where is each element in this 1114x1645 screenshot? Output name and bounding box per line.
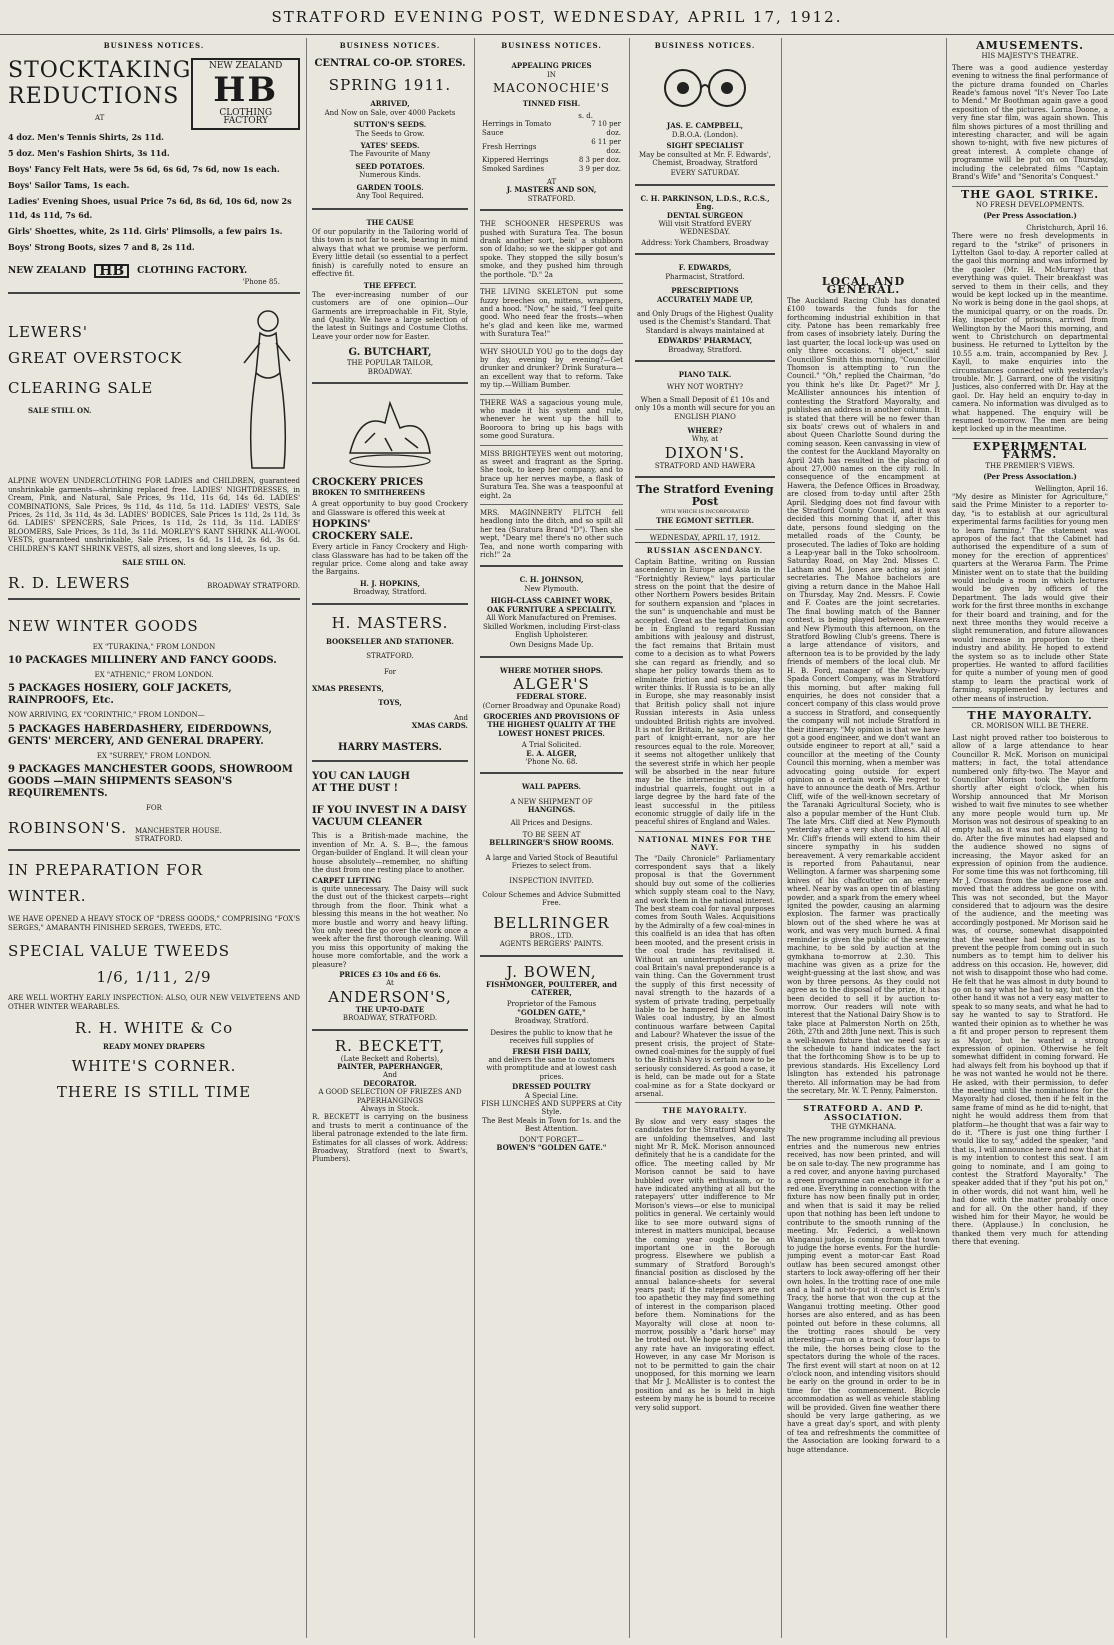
ad-line: 4 doz. Men's Tennis Shirts, 2s 11d.: [8, 131, 164, 142]
edwards-ad: [635, 261, 775, 362]
ad-text: THE UP-TO-DATE: [355, 1004, 425, 1014]
ad-text: (Corner Broadway and Opunake Road): [482, 701, 621, 710]
ad-body: and delivers the same to customers with promptitude and at lowest cash prices.: [486, 1055, 617, 1081]
divider: [480, 343, 623, 344]
ad-body: and Only Drugs of the Highest Quality used is the Chemist's Standard. That Standard is always maintained at: [636, 309, 774, 335]
ad-text: 5 PACKAGES HOSIERY, GOLF JACKETS, RAINPROOFS, Etc.: [8, 683, 232, 707]
ad-text: BOWEN'S "GOLDEN GATE.": [496, 1142, 607, 1152]
ad-text: 'Phone No. 68.: [525, 757, 578, 766]
ad-text: ACCURATELY MADE UP,: [657, 294, 753, 304]
ad-title: WHITE'S CORNER.: [71, 1057, 237, 1076]
price-units: s. d.: [578, 111, 593, 120]
ad-text: EX "SURREY," FROM LONDON.: [96, 751, 212, 760]
ad-title: THERE IS STILL TIME: [56, 1083, 252, 1102]
ad-title: R. D. LEWERS: [8, 573, 131, 592]
ad-text: IN: [547, 70, 556, 79]
ad-text: XMAS CARDS.: [411, 721, 468, 731]
article-heading: RUSSIAN ASCENDANCY.: [646, 546, 764, 556]
divider: [480, 504, 623, 505]
ad-body: All Work Manufactured on Premises. Skilled Workmen, including First-class English Upholsterer.: [483, 614, 620, 639]
ad-title: WALL PAPERS.: [522, 782, 581, 792]
column-1: [8, 38, 300, 1638]
article-dateline: Christchurch, April 16.: [1026, 223, 1108, 232]
ad-title: HARRY MASTERS.: [338, 742, 442, 754]
ad-text: GARDEN TOOLS.: [356, 182, 424, 192]
article-heading: NATIONAL MINES FOR THE NAVY.: [638, 834, 772, 853]
suratura-ads: [480, 217, 623, 567]
article-subheading: NO FRESH DEVELOPMENTS.: [975, 200, 1085, 209]
paper-date: WEDNESDAY, APRIL 17, 1912.: [649, 534, 761, 542]
ad-text: BROKEN TO SMITHEREENS: [312, 487, 426, 497]
ad-text: DON'T FORGET—: [519, 1135, 584, 1144]
article-body: The "Daily Chronicle" Parliamentary correspondent says that a likely proposal is that the Government should buy out some of the collieries which supply steam coal to the Navy, and work them in the national interest. The best steam coal for naval purposes comes from South Wales. Acquisitions by the Admiralty of a few coal-mines in this coalfield is an idea that has often been mooted, and the present crisis in the coal trade has revitalised it. Without an uninterrupted supply of coal Britain's naval preponderance is a vain thing. Can the Government trust the supply of this first necessity of naval strength to the hazards of a system of private trading, perpetually liable to be hampered like the South Wales coal industry, by an almost continuous warfare between Capital and Labour? Whatever the issue of the present crisis, the project of State-owned coal-mines for the supply of fuel to the British Navy is certain now to be seriously considered. As good a case, it is held, can be made out for a State coal-mine as for a State dockyard or arsenal.: [635, 854, 775, 1098]
ad-text: WHERE?: [687, 425, 723, 435]
ad-title: STOCKTAKING: [8, 58, 192, 84]
ad-title: GREAT OVERSTOCK: [8, 349, 183, 368]
ad-text: BOOKSELLER AND STATIONER.: [326, 636, 454, 646]
ad-title: ALGER'S: [513, 675, 590, 694]
ad-text: SIGHT SPECIALIST: [666, 141, 744, 151]
ad-title: BELLRINGER: [493, 913, 610, 932]
ad-text: READY MONEY DRAPERS: [103, 1041, 205, 1051]
divider: [480, 283, 623, 284]
section-header: BUSINESS NOTICES.: [339, 41, 441, 50]
ad-text: HANGINGS.: [527, 805, 576, 815]
ad-title: APPEALING PRICES: [511, 61, 592, 71]
johnson-ad: [480, 573, 623, 657]
coop-ad: [312, 55, 468, 210]
maconochie-ad: [480, 55, 623, 211]
ad-body: THE SCHOONER HESPERUS was pushed with Suratura Tea. The bosun drank another sort, bein' a stubborn son of Idaho; so we the skipper got and spoke. They stopped the silly bosun's smoke, and they pushed him through the porthole. "D." 2a: [480, 220, 623, 279]
ad-body: WHY SHOULD YOU go to the dogs day by day, evening by evening?—Get drunker and drunker? Drink Suratura—an excellent way that to reform. Take my tip.—William Bumber.: [480, 347, 623, 390]
section-header: BUSINESS NOTICES.: [654, 41, 756, 50]
section-header: BUSINESS NOTICES.: [501, 41, 602, 50]
ad-text: D.B.O.A. (London).: [671, 130, 739, 139]
ad-body: is quite unnecessary. The Daisy will suck the dust out of the thickest carpets—right through from the floor. Think what a blessing this means in the hot weather. No more bustle and worry and heavy lifting. You only need the go over the work once a week after the first thorough cleaning. Will you miss this opportunity of making the house more comfortable, and the work a pleasure?: [312, 884, 468, 969]
bellringer-ad: [480, 780, 623, 956]
ad-text: STRATFORD.: [366, 652, 414, 661]
ad-text: FEDERAL STORE.: [516, 692, 587, 702]
ad-text: Colour Schemes and Advice Submitted Free.: [482, 891, 621, 908]
ad-text: STRATFORD AND HAWERA: [654, 461, 756, 470]
ad-text: EVERY SATURDAY.: [670, 169, 740, 178]
ad-heading: THE EFFECT.: [363, 281, 417, 291]
ad-text: ARRIVED,: [370, 99, 410, 109]
ad-text: FRESH FISH DAILY,: [512, 1046, 591, 1056]
ad-text: EX "ATHENIC," FROM LONDON.: [94, 670, 214, 679]
ad-title: J. BOWEN,: [506, 962, 597, 981]
column-5: [787, 38, 940, 1638]
article-subheading: THE GYMKHANA.: [830, 1123, 897, 1132]
ad-title: CROCKERY PRICES: [312, 476, 424, 488]
masters-ad: [312, 611, 468, 763]
table-row: [480, 120, 623, 138]
ad-body: MISS BRIGHTEYES went out motoring, as sweet and fragrant as the Spring. She took, to keep her company, and to brace up her nerves maybe, a flask of Suratura Tea. She was a teaspoonful at eight. 2a: [480, 449, 623, 500]
ad-title: DIXON'S.: [664, 443, 746, 462]
table-cell: Fresh Herrings: [482, 142, 537, 151]
column-3: [480, 38, 623, 1638]
divider: [952, 707, 1108, 708]
ad-text: At: [386, 979, 394, 988]
dixon-ad: [635, 368, 775, 478]
ad-text: A Trial Solicited.: [521, 741, 582, 750]
ad-address: MANCHESTER HOUSE. STRATFORD.: [135, 826, 222, 843]
ad-text: TOYS,: [378, 698, 402, 708]
ad-body: THE LIVING SKELETON put some fuzzy breeches on, mittens, wrappers, and a hood. "Now," he said, "I feel quite good. Who need fear the frosts—when he's glad and keen like me, warmed with Suratura Tea!": [480, 288, 623, 339]
table-cell: 7 10 per doz.: [591, 120, 621, 138]
table-cell: Kippered Herrings: [482, 156, 549, 165]
article-heading: LOCAL AND GENERAL.: [821, 275, 906, 297]
ad-body: A great opportunity to buy good Crockery and Glassware is offered this week at: [312, 500, 468, 517]
article-body: Last night proved rather too boisterous to allow of a large attendance to hear Councillor R. McK. Morison on municipal matters; in fact, the total attendance numbered only fifty-two. The Mayor and Councillor Morison took the platform shortly after eight o'clock, when his Worship announced that Mr Morison wished to wait five minutes to see whether any more people would turn up. Mr Morison was not desirous of speaking to an empty hall, as it was not an easy thing to do. After the five minutes had elapsed and the audience showed no signs of increasing, the Mayor asked for an expression of opinion from the audience. For some time this was not forthcoming, till Mr J. Crossan from the audience rose and moved that the address be gone on with. This was not seconded, but the Mayor considered that to adjourn was the desire of the audience, and the meeting was accordingly postponed. Mr Morison said he was, of course, somewhat disappointed that the weather had been such as to prevent the people from coming out in such numbers as to tempt him to deliver his address on this occasion. He, however, did not wish to disappoint those who had come. He felt that he was almost in duty bound to go on to say what he had to say, but on the other hand it was not a very easy matter to speak to so many seats, and what he had to say he wanted to say to Stratford. He wanted their opinion as to whether he was a fit and proper person to represent them as Mayor, but he wanted a strong expression of opinion. Otherwise he felt somewhat diffident in coming forward. He had always felt from his boyhood up that if he was not wanted he would not be there. He asked, with their permission, to defer the meeting until the nominations for the Mayoralty had closed, then if he felt in the same frame of mind as he did to-night, that night he would address them from that platform—he thought that was a fair way to do it. "There is just one thing further I would like to say," added the speaker, "and that is, I will announce here and now that it is my intention to contest this seat. I am going to nominate, and I am going to contest the Stratford Mayoralty." The speaker added that if they "put his pot on," in other words, did not want him, well he had done with the matter probably once and for all. On the other hand, if they wished him for their Mayor, he would be there. (Applause.) In conclusion, he thanked them very much for attending there that evening.: [952, 733, 1108, 1247]
stocktaking-ad: [8, 55, 300, 294]
article-body: Captain Battine, writing on Russian ascendency in Europe and Asia in the "Fortnightly Review," lays particular stress on the point that the desire of other Northern Powers besides Britain for southern expansion and "places in the sun" is unquenchable and must be accepted. Great as the temptation may be in England to regard Russian ambitions with jealousy and distrust, the fact remains that Britain must come to a decision as to what Powers she can regard as friendly, and so shape her policy towards them as to eliminate friction and suspicion, the writer thinks. If Russia is to be an ally in Europe, she may reasonably insist that British policy shall not injure Russian interests in Asia unless undoubted British rights are involved. It is not for Britain, he says, to play the part of knight-errant, nor are her resources equal to the role. Moreover, it seems not altogether unlikely that the severest strife in which her people will be absorbed in the near future may be the internecine struggle of industrial quarrels, fought out in a large degree by the hard fate of the least successful in the pitiless economic struggle of daily life in the peaceful shires of England and Wales.: [635, 557, 775, 827]
ad-title: HOPKINS': [312, 519, 371, 531]
campbell-ad: [635, 55, 775, 185]
hopkins-ad: [312, 390, 468, 605]
ad-phone: 'Phone 85.: [242, 278, 280, 287]
ad-text: The Favourite of Many: [349, 150, 431, 159]
table-row: [480, 165, 623, 174]
ad-text: And: [453, 713, 468, 722]
article-subheading: CR. MORISON WILL BE THERE.: [971, 722, 1089, 731]
ad-text: WHERE MOTHER SHOPS.: [500, 665, 603, 675]
ad-text: And Now on Sale, over 4000 Packets: [324, 108, 456, 117]
ad-body: Of our popularity in the Tailoring world of this town is not far to seek, bearing in mind always that what we promise we perform. Every little detail (so essential to a perfect finish) is carefully noted to ensure an effective fit.: [312, 227, 468, 278]
ad-body: The Best Meals in Town for 1s. and the Best Attention.: [482, 1116, 621, 1134]
lady-figure-illustration: [230, 303, 300, 473]
column-rule: [629, 38, 630, 1638]
eye-glasses-illustration: [645, 58, 765, 118]
ad-text: DENTAL SURGEON: [666, 210, 744, 220]
ad-body: May be consulted at Mr. F. Edwards', Chemist, Broadway, Stratford: [639, 150, 771, 168]
logo-text: NEW ZEALAND: [208, 61, 283, 72]
ad-text: DECORATOR.: [363, 1078, 417, 1088]
column-rule: [474, 38, 475, 1638]
ad-body: Every article in Fancy Crockery and High-class Glassware has had to be taken off the regular price. Come along and take away the Bargains.: [312, 543, 468, 577]
ad-line: Boys' Strong Boots, sizes 7 and 8, 2s 11d.: [8, 241, 195, 252]
ad-text: THE POPULAR TAILOR,: [346, 359, 434, 368]
ad-text: For: [383, 668, 397, 677]
ad-text: YATES' SEEDS.: [360, 141, 420, 151]
ad-text: Pharmacist, Stratford.: [665, 272, 745, 281]
section-header: BUSINESS NOTICES.: [103, 41, 205, 50]
ad-text: BROADWAY, STRATFORD.: [342, 1014, 438, 1023]
hb-logo: [191, 58, 300, 129]
ad-text: Broadway, Stratford.: [668, 345, 742, 354]
ad-title: C. H. JOHNSON,: [519, 575, 584, 585]
ad-address: BROADWAY STRATFORD.: [207, 581, 300, 590]
article-heading: STRATFORD A. AND P. ASSOCIATION.: [803, 1103, 924, 1122]
ad-title: LEWERS': [8, 323, 88, 342]
ad-title: JAS. E. CAMPBELL,: [666, 121, 744, 131]
ad-body: MRS. MAGINNERTY FLITCH fell headlong into the ditch, and so spilt all her tea (Suratura Brand "D"). Then she wept, "Deary me! there's no other such Tea, and none worth comparing with rich!" 2a: [480, 509, 623, 560]
article-body: "My desire as Minister for Agriculture," said the Prime Minister to a reporter to-day, "is to establish at our agricultural experimental farms facilities for young men to learn farming." The statement was apropos of the fact that the Cabinet had authorised the expenditure of a sum of money for the erection of apprentices' quarters at the Weraroa Farm. The Prime Minister went on to state that the building would include a room in which lectures would be given by officers of the Department. The lads would give their work for the first three months in exchange for their board and training, and for the next three months they would receive a slight remuneration, and future allowances would increase in proportion to their industry and ability. He hoped to extend the system so as to include other State properties. He wanted to afford facilities for quite a number of young men of good stamp to learn the practical work of farming, supplemented by lectures and other means of instruction.: [952, 492, 1108, 703]
column-2: [312, 38, 468, 1638]
divider: [635, 529, 775, 530]
ad-title: NEW WINTER GOODS: [8, 616, 199, 635]
parkinson-ad: [635, 192, 775, 255]
ad-title: IN PREPARATION FOR: [8, 861, 204, 880]
ad-title: ANDERSON'S,: [328, 987, 452, 1006]
table-cell: Smoked Sardines: [482, 165, 545, 174]
ad-title: F. EDWARDS,: [678, 263, 732, 273]
article-heading: AMUSEMENTS.: [976, 39, 1084, 52]
ad-text: Any Tool Required.: [356, 192, 424, 201]
article-subheading: THE PREMIER'S VIEWS.: [985, 461, 1075, 470]
ad-title: MACONOCHIE'S: [493, 81, 610, 96]
article-credit: (Per Press Association.): [983, 472, 1077, 482]
ad-text: (Late Beckett and Roberts),: [340, 1054, 440, 1063]
table-row: [480, 156, 623, 165]
ad-body: R. BECKETT is carrying on the business and trusts to merit a continuance of the liberal patronage extended to the late firm. Estimates for all classes of work. Address: Broadway, Stratford (next to Swart's, Plumbers).: [312, 1113, 468, 1164]
table-cell: Herrings in Tomato Sauce: [482, 120, 552, 138]
ad-text: The Seeds to Grow.: [355, 129, 425, 138]
article-body: There was a good audience yesterday evening to witness the final performance of the picture drama founded on Charles Reade's famous novel "It's Never Too Late to Mend." Mr Boothman again gave a good exposition of the pictures. Lorna Doone, a very fine star film, was again shown. This film shows pictures of a most thrilling and interesting character, and will be again shown to-night, with five new pictures of great interest. A complete change of programme will be put on on Thursday, including the celebrated films "Captain Brand's Wife" and "Senorita's Conquest.": [952, 63, 1108, 182]
ad-text: And: [382, 1071, 398, 1080]
article-body: There were no fresh developments in regard to the "strike" of prisoners in Lyttelton Gaol to-day. A reporter called at the gaol this morning and was informed by the gaoler (Mr. H. McMurray) that everything was quiet. Their breakfast was served to them in their cells, and they would be kept locked up in the meantime. No work is being done in the gaol shops, at the municipal quarry, or on the roads. Dr. Hay, inspector of prisons, arrived from Wellington by the Maori this morning, and went to Christchurch on departmental business. He returned to Lyttelton by the 10.55 a.m. train, accompanied by Rev. J. Kayll, to make enquiries into the circumstances connected with yesterday's trouble. Mr. J. Garrard, one of the visiting Justices, also conferred with Dr. Hay at the gaol. Dr. Hay held an enquiry to-day in camera. No information was divulged as to what happened. The enquiry will be resumed to-morrow. The men are being kept locked up in the meantime.: [952, 232, 1108, 434]
ad-title: R. BECKETT,: [334, 1036, 446, 1055]
ad-prices: 1/6, 1/11, 2/9: [96, 968, 212, 987]
beckett-ad: [312, 1037, 468, 1164]
article-dateline: Wellington, April 16.: [1034, 484, 1108, 493]
ad-text: OAK FURNITURE A SPECIALITY.: [486, 604, 617, 614]
ad-text: New Plymouth.: [524, 584, 579, 593]
ad-text: Broadway, Stratford.: [514, 1017, 589, 1026]
article-body: The new programme including all previous entries and the numerous new entries received, has now been printed, and will be on sale to-day. The new programme has a red cover, and anyone having purchased a green programme can exchange it for a red one. Everything in connection with the fixture has now been finally put in order, and when that is said it may be relied upon that nothing has been left undone to contribute to the smooth running of the meeting. Mr. Federici, a well-known Wanganui judge, is coming from that town to judge the horse events. For the hurdle-jumping event a motor-car East Road outlaw has been secured amongst other starters to lock away-offering off her their own holes. In the trotting race of one mile and a half a not-to-put it correct is Erin's Tracy, the horse that won the cup at the Wanganui trotting meeting. Other good horses are also entered, and as has been pointed out before in these columns, all the trotting races should be very interesting—run on a track of four laps to the mile, the horses being close to the spectators during the whole of the races. The first event will start at noon on at 12 o'clock noon, and intending visitors should be early on the ground in order to be in time for the commencement. Bicycle accommodation as well as vehicle stabling will be provided. Given fine weather there should be very large gathering, as we have a great day's sport, and with plenty of tea and refreshments the committee of the Association are looking forward to a huge attendance.: [787, 1134, 940, 1454]
white-ad: [8, 861, 300, 1101]
broken-crockery-illustration: [330, 393, 450, 473]
ad-text: STRATFORD.: [527, 194, 576, 203]
ad-title: CROCKERY SALE.: [312, 531, 413, 543]
ad-text: PRICES £3 10s and £6 6s.: [339, 969, 441, 979]
column-4: [635, 38, 775, 1638]
ad-text: SALE STILL ON.: [122, 558, 186, 568]
ad-title: YOU CAN LAUGH: [312, 771, 410, 783]
ad-text: 9 PACKAGES MANCHESTER GOODS, SHOWROOM GOODS —MAIN SHIPMENTS SEASON'S REQUIREMENTS.: [8, 764, 293, 800]
ad-title: PIANO TALK.: [678, 369, 732, 379]
ad-body: The ever-increasing number of our customers are of one opinion—Our Garments are irreproachable in Fit, Style, and Quality. We have a large selection of the latest in Suitings and Costume Cloths. Leave your order now for Easter.: [312, 290, 468, 341]
article-subheading: HIS MAJESTY'S THEATRE.: [981, 52, 1079, 61]
divider: [952, 438, 1108, 439]
paper-title: The Stratford Evening Post: [636, 483, 774, 509]
ad-title: REDUCTIONS: [8, 84, 180, 110]
ad-text: PAINTER, PAPERHANGER,: [337, 1062, 443, 1071]
ad-text: EDWARDS' PHARMACY,: [657, 336, 753, 346]
ad-text: NOW ARRIVING, EX "CORINTHIC," FROM LONDON—: [8, 711, 205, 720]
table-cell: 8 3 per doz.: [578, 156, 621, 165]
ad-body: THERE WAS a sagacious young mule, who made it his system and rule, whenever he went up the hill to Booroora to bring up his bags with some good Suratura.: [480, 398, 623, 441]
anderson-ad: [312, 768, 468, 1030]
ad-text: 10 PACKAGES MILLINERY AND FANCY GOODS.: [8, 654, 277, 666]
ad-title: CENTRAL CO-OP. STORES.: [314, 58, 466, 70]
table-cell: 6 11 per doz.: [591, 138, 621, 156]
divider: [480, 445, 623, 446]
divider: [480, 394, 623, 395]
ad-title: WINTER.: [8, 887, 87, 906]
ad-text: TINNED FISH.: [522, 99, 581, 109]
column-6: [952, 38, 1108, 1638]
butchart-ad: [312, 216, 468, 384]
ad-text: A NEW SHIPMENT OF: [510, 797, 593, 806]
lewers-ad: [8, 300, 300, 599]
ad-text: HIGH-CLASS CABINET WORK,: [490, 596, 613, 606]
masthead: STRATFORD EVENING POST, WEDNESDAY, APRIL 17, 1912.: [0, 0, 1114, 35]
logo-text: CLOTHING FACTORY: [219, 107, 273, 127]
ad-text: TO BE SEEN AT: [522, 831, 581, 839]
ad-line: Girls' Shoettes, white, 2s 11d. Girls' Plimsolls, a few pairs 1s.: [8, 225, 283, 236]
logo-mark: HB: [99, 262, 125, 279]
robinsons-ad: [8, 606, 300, 852]
ad-text: AT: [95, 114, 105, 123]
ad-title: R. H. WHITE & Co: [74, 1018, 234, 1037]
ad-text: A GOOD SELECTION OF FRIEZES AND PAPERHANGINGS: [318, 1088, 462, 1105]
ad-title: SPRING 1911.: [328, 76, 452, 95]
article-heading: THE MAYORALTY.: [967, 709, 1093, 723]
ad-title: SPECIAL VALUE TWEEDS: [8, 942, 231, 961]
ad-text: SALE STILL ON.: [28, 406, 92, 416]
ad-body: This is a British-made machine, the invention of Mr. A. S. B—, the famous Organ-builder of England. It will clean your house absolutely—remember, no shifting the dust from one resting place to another.: [312, 832, 468, 875]
ad-text: AGENTS BERGERS' PAINTS.: [499, 940, 604, 949]
ad-title: CLEARING SALE: [8, 379, 154, 398]
ad-line: Ladies' Evening Shoes, usual Price 7s 6d, 8s 6d, 10s 6d, now 2s 11d, 4s 11d, 7s 6d.: [8, 195, 292, 220]
ad-text: BROADWAY.: [367, 367, 413, 376]
price-table: [480, 120, 623, 174]
ad-title: ROBINSON'S.: [8, 818, 127, 837]
ad-text: Always in Stock.: [360, 1105, 420, 1114]
column-rule: [946, 38, 947, 1638]
ad-text: 5 PACKAGES HABERDASHERY, EIDERDOWNS, GENTS' MERCERY, AND GENERAL DRAPERY.: [8, 723, 272, 747]
ad-text: SEED POTATOES.: [355, 161, 425, 171]
ad-text: Why, at: [691, 435, 719, 444]
ad-body: Will visit Stratford EVERY WEDNESDAY.: [658, 220, 752, 237]
ad-title: J. MASTERS AND SON,: [506, 185, 597, 195]
ad-text: H. J. HOPKINS,: [359, 578, 421, 588]
ad-body: A large and Varied Stock of Beautiful Friezes to select from.: [485, 853, 618, 871]
article-heading: THE MAYORALTY.: [662, 1106, 748, 1116]
ad-body: WE HAVE OPENED A HEAVY STOCK OF "DRESS GOODS," COMPRISING "FOX'S SERGES," AMARANTH FINISHED SERGES, TWEEDS, ETC.: [8, 915, 300, 932]
ad-text: PRESCRIPTIONS: [671, 286, 739, 296]
ad-text: Broadway, Stratford.: [353, 588, 427, 597]
ad-text: SUTTON'S SEEDS.: [353, 120, 427, 130]
ad-line: 5 doz. Men's Fashion Shirts, 3s 11d.: [8, 147, 170, 158]
ad-text: CLOTHING FACTORY.: [137, 265, 248, 276]
ad-text: BROS., LTD.: [529, 931, 574, 940]
table-cell: 3 9 per doz.: [578, 165, 621, 174]
ad-text: Own Designs Made Up.: [509, 641, 594, 650]
divider: [635, 831, 775, 832]
divider: [787, 1099, 940, 1100]
ad-title: IF YOU INVEST IN A DAISY VACUUM CLEANER: [312, 805, 467, 829]
divider: [952, 186, 1108, 187]
ad-body: ALPINE WOVEN UNDERCLOTHING FOR LADIES and CHILDREN, guaranteed unshrinkable garments—shrinking replaced free. LADIES' NIGHTDRESSES, in Cream, Pink, and Natural, Sale Prices, 9s 11d, 11s 6d, 14s 6d. LADIES' COMBINATIONS, Sale Prices, 9s 11d, 4s 11d, 5s 11d. LADIES' VESTS, Sale Prices, 2s 11d, 3s 11d, 4s 3d. LADIES' BODICES, Sale Prices 1s 11d, 2s 11d, 3s 6d. LADIES' SPENCERS, Sale Prices, 1s 11d, 2s 11d, 3s 11d. LADIES' BLOOMERS, Sale Prices, 3s 11d, 3s 11d. MORLEY'S KANT SHRINK ALL-WOOL VESTS, guaranteed unshrinkable, Sale Prices, 1s 6d, 1s 11d, 2s 6d, 3s 6d. CHILDREN'S KANT SHRINK VESTS, all sizes, short and long sleeves, 1s up.: [8, 477, 300, 553]
ad-text: E. A. ALGER,: [526, 748, 577, 758]
ad-line: Boys' Sailor Tams, 1s each.: [8, 179, 130, 190]
article-heading: EXPERIMENTAL FARMS.: [972, 439, 1088, 462]
ad-heading: CARPET LIFTING: [312, 875, 382, 885]
bowen-ad: [480, 963, 623, 1153]
logo-mark: HB: [213, 69, 279, 110]
ad-body: Desires the public to know that he receives full supplies of: [490, 1028, 613, 1046]
ad-text: AT: [546, 178, 557, 187]
paper-subtitle: WITH WHICH IS INCORPORATED: [660, 509, 750, 516]
table-row: [480, 138, 623, 156]
ad-heading: THE CAUSE: [366, 218, 414, 228]
ad-text: EX "TURAKINA," FROM LONDON: [92, 642, 216, 651]
ad-title: C. H. PARKINSON, L.D.S., R.C.S., Eng.: [640, 193, 770, 212]
ad-body: ARE WELL WORTHY EARLY INSPECTION: ALSO, OUR NEW VELVETEENS AND OTHER WINTER WEARABLES.: [8, 994, 300, 1011]
alger-ad: [480, 664, 623, 775]
ad-title: G. BUTCHART,: [348, 347, 432, 359]
ad-body: When a Small Deposit of £1 10s and only 10s a month will secure for you an ENGLISH PIANO: [635, 395, 775, 421]
ad-text: FISH LUNCHES AND SUPPERS at City Style.: [481, 1099, 622, 1117]
ad-line: Boys' Fancy Felt Hats, were 5s 6d, 6s 6d, 7s 6d, now 1s each.: [8, 163, 280, 174]
ad-text: XMAS PRESENTS,: [312, 683, 384, 693]
paper-subtitle: THE EGMONT SETTLER.: [656, 515, 754, 525]
hb-logo-small: [94, 264, 129, 278]
article-body: By slow and very easy stages the candidates for the Stratford Mayoralty are unfolding themselves, and last night Mr R. McK. Morison announced definitely that he is a candidate for the office. The meeting called by Mr Morison cannot be said to have bubbled over with enthusiasm, or to have indicated anything at all but the ratepayers' utter indifference to Mr Morison's views—or else to municipal politics in general. We certainly would like to see more outward signs of interest in matters municipal, because the coming year ought to be an important one in the Borough progress. Elsewhere we publish a summary of Stratford Borough's financial position as disclosed by the annual balance-sheets for several years past; if the ratepayers are not too apathetic they may find something of interest in the comparison placed before them. Nominations for the Mayoralty will close at noon to-morrow, possibly a "dark horse" may be trotted out. We hope so: it would at any rate have an invigorating effect. However, in any case Mr Morison is not to be permitted to gain the chair unopposed, for this morning we learn that Mr J. McAllister is to contest the position and as he is held in high esteem by many he is bound to receive very solid support.: [635, 1117, 775, 1412]
ad-text: Address: York Chambers, Broadway: [641, 238, 769, 247]
ad-text: FISHMONGER, POULTERER, and CATERER,: [486, 979, 617, 998]
ad-text: GROCERIES AND PROVISIONS OF THE HIGHEST QUALITY AT THE LOWEST HONEST PRICES.: [483, 711, 620, 738]
ad-text: DRESSED POULTRY: [512, 1082, 591, 1092]
editorial-masthead: [635, 484, 775, 543]
ad-text: All Prices and Designs.: [510, 818, 593, 827]
ad-title: H. MASTERS.: [331, 613, 449, 632]
ad-text: INSPECTION INVITED.: [509, 876, 594, 885]
ad-text: Numerous Kinds.: [359, 171, 421, 180]
divider: [635, 1102, 775, 1103]
column-rule: [781, 38, 782, 1638]
ad-text: BELLRINGER'S SHOW ROOMS.: [489, 838, 614, 848]
ad-title: AT THE DUST !: [312, 783, 399, 795]
article-body: The Auckland Racing Club has donated £100 towards the funds for the forthcoming industrial exhibition in that city. Patone has been remarkably free from cases of insobriety lately. During the last quarter, the local lock-up was used on only three occasions. "I object," said Councillor Smith this morning, "Councillor Thomson is attempting to run the Council." "Oh," replied the Chairman, "do you think he's like Dr. Paget?" Mr J. McAllister announces his intention of contesting the Stratford Mayoralty, and publishes an address in another column. It is stated that there will be no fewer than six boats' crews out of whalers in and about Queen Charlotte Sound during the coming season. Keen canvassing in view of the contest for the Auckland Mayoralty on April 24th has resulted in the placing of about 27,000 names on the city roll. In consequence of the encampment at Hawera, the Defence Offices in Broadway, are closed from to-day until after 25th April. Sledging does not find favour with the Stratford County Council, and it was decided this morning that if, after this date, persons found sledging on the metalled roads of the County, be prosecuted. The ladies of Toko are holding a Leap-year ball in the Toko schoolroom. Saturday Road, on May 2nd. Misses C. Latham and M. Jones are acting as joint secretaries. The Mahoe bachelors are giving a return dance in the Mahoe Hall on Thursday, May 2nd. Messrs. F. Cowie and F. Coates are the joint secretaries. The final bowling match of the Banner contest, is being played between Hawera and New Plymouth this afternoon, on the Stratford Bowling Club's greens. There is a large attendance of visitors, and afternoon tea is to be provided by the lady friends of members of the local club. Mr H. B. Ford, manager of the Newbury-Spada Concert Company, was in Stratford this morning, but after making full enquiries, he does not consider that a concert company of this class would prove a success in Stratford, and consequently the company will not include Stratford in their itinerary. "My opinion is that we have got a good engineer, and we don't want an outside engineer to report at all," said a councillor at the meeting of the County Council this morning, when a member was advocating going outside for expert opinion on a certain work. We regret to have to announce the death of Mrs. Arthur Cliff, wife of the well-known secretary of the Taranaki Agricultural Society, who is also a popular member of the Hunt Club. The late Mrs. Cliff died at New Plymouth yesterday after a very short illness. All of Mr. Cliff's friends will extend to him their sincere sympathy in his sudden bereavement. A very remarkable accident is reported from Pahautanui, near Wellington. A farmer was sharpening some knives of his chaffcutter on an emery wheel. Near by was an open tin of blasting powder, and a spark from the emery wheel ignited the powder, causing an alarming explosion. The farmer was practically blown out of the shed where he was at work, and was very much burned. A final reminder is given the public of the sewing machine, to be sold by auction at the gymkhana to-morrow at 2.30. This machine was given as a prize for the weight-guessing at the last show, and was won by three persons. As they could not agree as to the disposal of the prize, it has been decided to sell it by auction to-morrow. Our readers will note with interest that the National Dairy Show is to take place at Palmerston North on 25th, 26th, 27th and 28th June next. This is such a well-known fixture that we need say is the schedule to hand indicates the fact that the forthcoming Show is to be up to previous standards. His Excellency Lord Islington has extended his patronage thereto. All information may be had from the secretary, Mr. W. T. Penny, Palmerston.: [787, 296, 940, 1095]
ad-text: Proprietor of the Famous: [506, 1000, 597, 1009]
article-heading: THE GAOL STRIKE.: [960, 187, 1100, 201]
ad-text: NEW ZEALAND: [8, 265, 87, 276]
ad-text: "GOLDEN GATE,": [517, 1007, 586, 1017]
ad-text: A Special Line.: [524, 1091, 579, 1100]
column-rule: [306, 38, 307, 1638]
ad-text: WHY NOT WORTHY?: [666, 383, 744, 392]
article-credit: (Per Press Association.): [983, 211, 1077, 221]
ad-text: FOR: [146, 804, 162, 813]
